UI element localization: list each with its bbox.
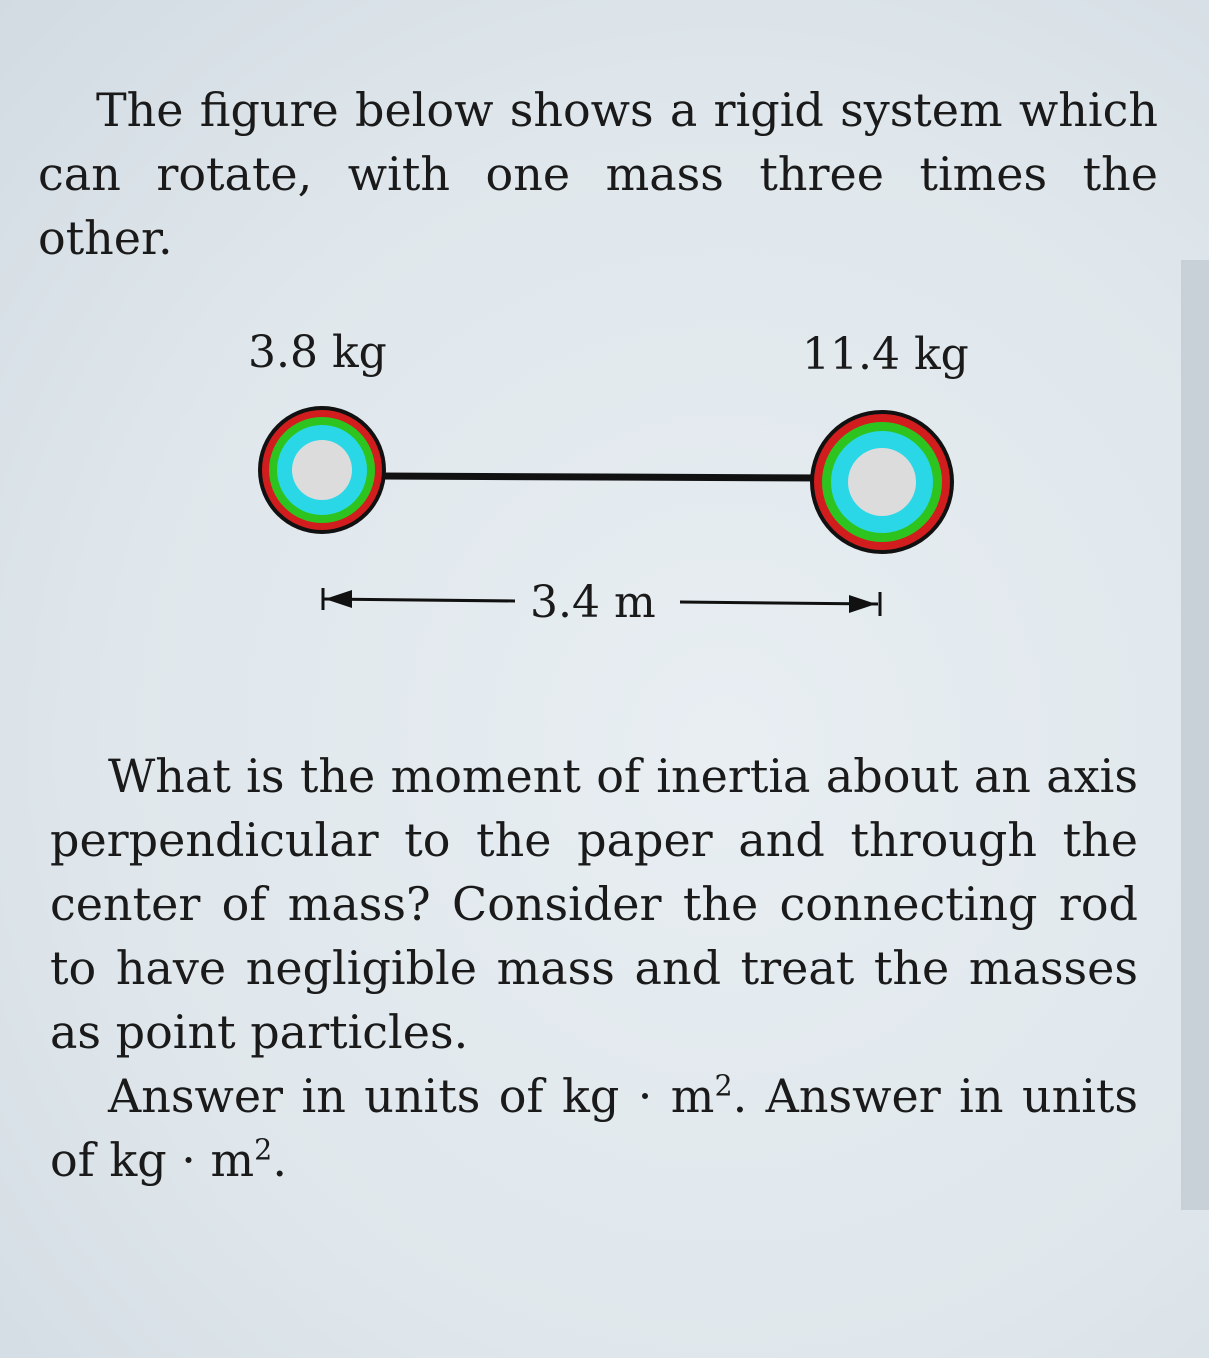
- answer-text-end: .: [272, 1133, 287, 1187]
- mass-right-circle: [810, 410, 954, 554]
- connecting-rod: [378, 476, 826, 478]
- intro-paragraph: The figure below shows a rigid system which can rotate, with one mass three times the other.: [38, 83, 1158, 265]
- mass-left-circle: [258, 406, 386, 534]
- mass-right-label: 11.4 kg: [802, 329, 969, 380]
- distance-label: 3.4 m: [530, 577, 656, 628]
- exponent-1: 2: [714, 1069, 733, 1103]
- question-paragraph: What is the moment of inertia about an axis perpendicular to the paper and through the center of mass? Consider the connecting rod to have negligible mass and treat the masses as point particles.: [50, 749, 1138, 1059]
- answer-text-2: . Answer in units of kg · m: [50, 1069, 1139, 1187]
- mass-left-label: 3.8 kg: [248, 327, 387, 378]
- exponent-2: 2: [254, 1133, 273, 1167]
- answer-text-1: Answer in units of kg · m: [108, 1069, 715, 1123]
- answer-units-paragraph: [50, 1064, 1138, 1192]
